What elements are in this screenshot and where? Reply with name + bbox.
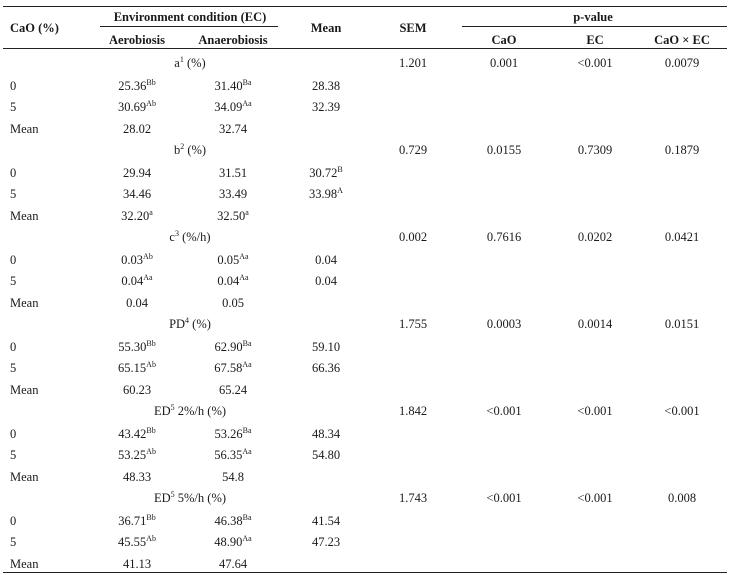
value: 25.36 [118, 79, 147, 93]
value: 60.23 [122, 383, 152, 397]
variable-name: a [174, 56, 180, 70]
variable-unit: (%) [189, 317, 211, 331]
significance-letters: Aa [242, 99, 252, 108]
value: 33.98 [309, 187, 338, 201]
header-p-ec: EC [586, 33, 604, 47]
value: 47.23 [311, 535, 341, 549]
aerobiosis-value [118, 534, 156, 550]
value: 32.74 [218, 122, 248, 136]
header-aerobiosis: Aerobiosis [108, 33, 166, 47]
aerobiosis-value [118, 99, 156, 115]
row-label: Mean [10, 470, 39, 484]
row-mean-value [312, 360, 340, 376]
p-ec-value: <0.001 [577, 56, 613, 70]
value: 67.58 [214, 361, 243, 375]
value: 34.09 [214, 100, 243, 114]
anaerobiosis-value [217, 273, 248, 289]
sem-value: 1.201 [398, 56, 428, 70]
value: 43.42 [118, 427, 147, 441]
section-label [174, 55, 205, 71]
header-rule [3, 48, 727, 49]
significance-letters: Aa [143, 273, 153, 282]
row-mean-value [312, 339, 340, 355]
row-mean-value [312, 426, 340, 442]
variable-unit: 5%/h (%) [174, 491, 227, 505]
row-label: Mean [10, 296, 39, 310]
significance-letters: Aa [242, 360, 252, 369]
aerobiosis-value [118, 78, 155, 94]
value: 36.71 [118, 514, 147, 528]
row-label: 5 [10, 448, 17, 462]
variable-unit: (%) [184, 143, 207, 157]
header-p-cao: CaO [491, 33, 517, 47]
variable-name: PD [169, 317, 186, 331]
footnote-marker: 3 [174, 229, 179, 238]
row-label: 5 [10, 187, 17, 201]
significance-letters: Ab [146, 447, 156, 456]
anaerobiosis-value [219, 186, 247, 202]
variable-unit: 2%/h (%) [174, 404, 227, 418]
p-interaction-value: <0.001 [664, 404, 700, 418]
significance-letters: Ba [242, 513, 252, 522]
p-cao-value: 0.0155 [486, 143, 522, 157]
ec-underline [100, 26, 278, 27]
value: 54.8 [222, 470, 244, 484]
anaerobiosis-value [214, 78, 251, 94]
anaerobiosis-value [217, 252, 248, 268]
value: 0.04 [315, 253, 337, 267]
p-cao-value: <0.001 [486, 404, 522, 418]
anaerobiosis-value [219, 121, 247, 137]
aerobiosis-value [118, 447, 156, 463]
p-cao-value: 0.0003 [486, 317, 522, 331]
footnote-marker: 1 [179, 55, 184, 64]
row-label: 0 [10, 79, 17, 93]
section-label [154, 490, 226, 506]
aerobiosis-value [121, 252, 153, 268]
value: 53.26 [214, 427, 243, 441]
p-ec-value: 0.0014 [577, 317, 613, 331]
header-anaerobiosis: Anaerobiosis [198, 33, 268, 47]
aerobiosis-value [123, 165, 151, 181]
p-ec-value: 0.7309 [577, 143, 613, 157]
top-rule [3, 6, 727, 7]
row-mean-value [312, 99, 340, 115]
p-cao-value: <0.001 [486, 491, 522, 505]
row-label: Mean [10, 122, 39, 136]
value: 55.30 [118, 340, 147, 354]
significance-letters: Ab [146, 99, 156, 108]
row-label: 0 [10, 427, 17, 441]
sem-value: 1.743 [398, 491, 428, 505]
row-mean-value [312, 513, 340, 529]
value: 33.49 [218, 187, 248, 201]
header-pvalue: p-value [573, 10, 613, 24]
row-label: 5 [10, 100, 17, 114]
value: 59.10 [311, 340, 341, 354]
row-mean-value [312, 447, 340, 463]
row-label: 0 [10, 340, 17, 354]
aerobiosis-value [123, 121, 151, 137]
row-label: 5 [10, 535, 17, 549]
anaerobiosis-value [219, 382, 247, 398]
variable-name: ED [153, 491, 171, 505]
aerobiosis-value [123, 186, 151, 202]
p-ec-value: 0.0202 [577, 230, 613, 244]
significance-letters: Aa [239, 252, 249, 261]
variable-name: c [169, 230, 175, 244]
value: 62.90 [214, 340, 243, 354]
value: 0.05 [222, 296, 244, 310]
footnote-marker: 5 [170, 403, 175, 412]
row-mean-value [312, 534, 340, 550]
section-label [169, 316, 211, 332]
sem-value: 0.729 [398, 143, 428, 157]
value: 0.03 [121, 253, 144, 267]
aerobiosis-value [118, 513, 155, 529]
anaerobiosis-value [222, 295, 244, 311]
variable-name: b [173, 143, 181, 157]
anaerobiosis-value [214, 447, 251, 463]
value: 0.04 [217, 274, 240, 288]
variable-unit: (%/h) [178, 230, 211, 244]
aerobiosis-value [118, 360, 156, 376]
header-environment: Environment condition (EC) [113, 10, 267, 24]
significance-letters: a [245, 208, 249, 217]
row-label: 0 [10, 253, 17, 267]
value: 47.64 [218, 557, 248, 571]
value: 46.38 [214, 514, 243, 528]
row-label: Mean [10, 383, 39, 397]
value: 48.33 [122, 470, 152, 484]
p-cao-value: 0.001 [489, 56, 519, 70]
section-label [174, 142, 206, 158]
significance-letters: Ab [143, 252, 153, 261]
value: 65.24 [218, 383, 248, 397]
p-interaction-value: 0.0079 [664, 56, 700, 70]
aerobiosis-value [126, 295, 148, 311]
p-interaction-value: 0.008 [667, 491, 697, 505]
variable-unit: (%) [183, 56, 206, 70]
anaerobiosis-value [214, 360, 251, 376]
value: 0.04 [126, 296, 148, 310]
sem-value: 1.842 [398, 404, 428, 418]
row-label: 0 [10, 514, 17, 528]
significance-letters: Ba [242, 426, 252, 435]
value: 48.34 [311, 427, 341, 441]
value: 28.02 [122, 122, 152, 136]
value: 30.69 [118, 100, 147, 114]
value: 28.38 [311, 79, 341, 93]
anaerobiosis-value [217, 208, 249, 224]
significance-letters: Bb [146, 339, 156, 348]
significance-letters: A [337, 186, 343, 195]
header-mean: Mean [310, 21, 342, 35]
aerobiosis-value [123, 469, 151, 485]
aerobiosis-value [118, 426, 155, 442]
anaerobiosis-value [214, 534, 251, 550]
significance-letters: Aa [239, 273, 249, 282]
row-label: 0 [10, 166, 17, 180]
aerobiosis-value [123, 382, 151, 398]
significance-letters: Aa [242, 447, 252, 456]
p-ec-value: <0.001 [577, 404, 613, 418]
significance-letters: Bb [146, 513, 156, 522]
row-label: Mean [10, 209, 39, 223]
anaerobiosis-value [222, 469, 244, 485]
footnote-marker: 4 [185, 316, 190, 325]
significance-letters: Ba [242, 78, 252, 87]
value: 31.51 [218, 166, 248, 180]
row-label: Mean [10, 557, 39, 571]
p-ec-value: <0.001 [577, 491, 613, 505]
footnote-marker: 2 [180, 142, 185, 151]
value: 41.54 [311, 514, 341, 528]
value: 32.39 [311, 100, 341, 114]
header-p-inter: CaO × EC [654, 33, 710, 47]
header-sem: SEM [399, 21, 427, 35]
significance-letters: Bb [146, 78, 156, 87]
aerobiosis-value [123, 556, 151, 572]
value: 54.80 [311, 448, 341, 462]
value: 32.20 [121, 209, 150, 223]
significance-letters: Ab [146, 534, 156, 543]
p-interaction-value: 0.0421 [664, 230, 700, 244]
value: 41.13 [122, 557, 152, 571]
value: 32.50 [217, 209, 246, 223]
significance-letters: Ab [146, 360, 156, 369]
pvalue-underline [462, 26, 727, 27]
section-label [154, 403, 226, 419]
anaerobiosis-value [214, 339, 251, 355]
row-mean-value [315, 252, 337, 268]
aerobiosis-value [121, 273, 152, 289]
row-mean-value [309, 165, 342, 181]
row-label: 5 [10, 274, 17, 288]
anaerobiosis-value [214, 426, 251, 442]
sem-value: 0.002 [398, 230, 428, 244]
value: 53.25 [118, 448, 147, 462]
row-mean-value [315, 273, 337, 289]
bottom-rule [3, 572, 727, 573]
aerobiosis-value [118, 339, 155, 355]
anaerobiosis-value [214, 99, 251, 115]
significance-letters: Ba [242, 339, 252, 348]
significance-letters: B [337, 165, 343, 174]
p-interaction-value: 0.0151 [664, 317, 700, 331]
value: 0.04 [121, 274, 144, 288]
row-label: 5 [10, 361, 17, 375]
value: 31.40 [214, 79, 243, 93]
value: 0.05 [217, 253, 240, 267]
row-mean-value [312, 78, 340, 94]
anaerobiosis-value [214, 513, 251, 529]
value: 30.72 [309, 166, 338, 180]
footnote-marker: 5 [170, 490, 175, 499]
value: 65.15 [118, 361, 147, 375]
section-label [169, 229, 210, 245]
anaerobiosis-value [219, 556, 247, 572]
value: 66.36 [311, 361, 341, 375]
p-interaction-value: 0.1879 [664, 143, 700, 157]
variable-name: ED [153, 404, 171, 418]
value: 45.55 [118, 535, 147, 549]
anaerobiosis-value [219, 165, 247, 181]
value: 29.94 [122, 166, 152, 180]
significance-letters: Bb [146, 426, 156, 435]
p-cao-value: 0.7616 [486, 230, 522, 244]
significance-letters: a [149, 208, 153, 217]
value: 34.46 [122, 187, 152, 201]
sem-value: 1.755 [398, 317, 428, 331]
value: 56.35 [214, 448, 243, 462]
row-mean-value [309, 186, 343, 202]
header-cao: CaO (%) [10, 21, 59, 35]
value: 0.04 [315, 274, 337, 288]
aerobiosis-value [121, 208, 153, 224]
value: 48.90 [214, 535, 243, 549]
significance-letters: Aa [242, 534, 252, 543]
